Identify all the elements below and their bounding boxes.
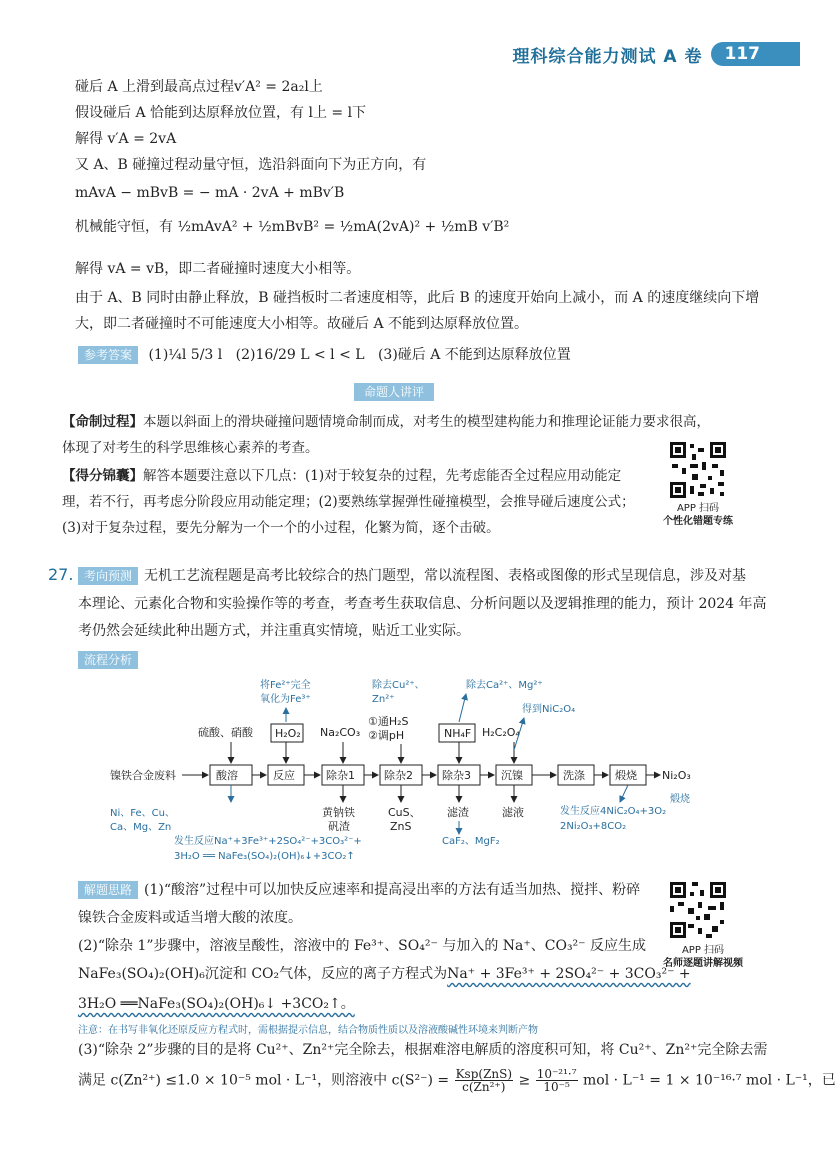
solution-line-energy [75,217,509,237]
analysis-line [78,964,691,984]
header-title: 理科综合能力测试 A 卷 [512,46,703,67]
tips-label: 【得分锦囊】 [62,468,143,484]
reagent: H₂O₂ [275,727,301,740]
note: 2Ni₂O₃+8CO₂ [560,821,627,832]
solution-line: 由于 A、B 同时由静止释放，B 碰挡板时二者速度相等，此后 B 的速度开始向上减小，而 A 的速度继续向下增 [75,290,760,306]
solution-line: 大，即二者碰撞时不可能速度大小相等。故碰后 A 不能到达原释放位置。 [75,316,529,332]
flow-end: Ni₂O₃ [662,769,691,782]
reagent: Na₂CO₃ [320,726,361,739]
analysis-text: (1)“酸溶”过程中可以加快反应速率和提高浸出率的方法有适当加热、搅拌、粉碎 [144,882,641,898]
solution-line: 解得 vA = vB，即二者碰撞时速度大小相等。 [75,261,361,277]
note: 煅烧 [670,794,690,805]
analysis-line: (3)“除杂 2”步骤的目的是将 Cu²⁺、Zn²⁺完全除去，根据难溶电解质的溶度积可知，将 Cu²⁺、Zn²⁺完全除去需 [78,1042,768,1058]
commentary-tips-2: 理，若不行，再考虑分阶段应用动能定理；(2)要熟练掌握弹性碰撞模型，会推导碰后速度公式； [62,494,635,510]
note: Ni、Fe、Cu、 [110,808,175,819]
note: CaF₂、MgF₂ [442,836,500,847]
answer-row [78,345,571,365]
qr-label-line: APP 扫码 [681,945,725,956]
analysis-line1 [78,880,640,900]
flow-step: 除杂2 [384,769,413,782]
page-header [513,40,801,68]
reagent: 硫酸、硝酸 [198,726,253,739]
solution-line: 又 A、B 碰撞过程动量守恒，选沿斜面向下为正方向，有 [75,157,427,173]
residue: 矾渣 [328,820,350,833]
frac-den: c(Zn²⁺) [462,1080,506,1094]
frac-num: Ksp(ZnS) [455,1067,513,1081]
flow-step: 洗涤 [563,769,585,782]
note: 将Fe²⁺完全 [260,680,311,691]
note: 氧化为Fe³⁺ [260,694,311,705]
note: Ca、Mg、Zn [110,822,172,833]
q27-text: 无机工艺流程题是高考比较综合的热门题型，常以流程图、表格或图像的形式呈现信息，涉及对基 [144,568,747,584]
flow-tag-row [78,650,144,670]
analysis-line-ksp [78,1068,836,1093]
qr-label-line: 名师逐题讲解视频 [663,958,743,969]
answer-tag: 参考答案 [78,346,138,364]
q27-tag: 考向预测 [78,567,138,585]
ionic-equation-end: 3H₂O ══NaFe₃(SO₄)₂(OH)₆↓ +3CO₂↑。 [78,996,355,1012]
residue: CuS、 [388,806,421,819]
solution-line: 碰后 A 上滑到最高点过程v′A² = 2a₂l上 [75,79,323,95]
tips-text: 解答本题要注意以下几点：(1)对于较复杂的过程，先考虑能否全过程应用动能定 [143,468,622,484]
qr-code-icon[interactable] [668,880,728,940]
value-fraction [536,1068,578,1093]
process-text: 本题以斜面上的滑块碰撞问题情境命制而成，对考生的模型建构能力和推理论证能力要求很高， [143,414,710,430]
commentary-tips-3: (3)对于复杂过程，要先分解为一个一个的小过程，化繁为简，逐个击破。 [62,520,500,536]
qr-label-2 [658,944,748,970]
qr-label-line: 个性化错题专练 [663,516,733,527]
flow-step: 煅烧 [615,769,637,782]
analysis-line [78,994,355,1014]
reagent: ②调pH [368,729,405,742]
analysis-note: 注意：在书写非氧化还原反应方程式时，需根据提示信息，结合物质性质以及溶液酸碱性环境来判断产物 [78,1025,538,1036]
solution-line: 解得 v′A = 2vA [75,131,177,147]
analysis-text: NaFe₃(SO₄)₂(OH)₆沉淀和 CO₂气体，反应的离子方程式为 [78,966,448,982]
note: 除去Ca²⁺、Mg²⁺ [466,680,543,691]
commentary-process [62,412,710,432]
solution-line: 假设碰后 A 恰能到达原释放位置，有 l上 = l下 [75,105,367,121]
analysis-text: 满足 c(Zn²⁺) ≤1.0 × 10⁻⁵ mol · L⁻¹，则溶液中 c(S²⁻) = [78,1072,450,1089]
energy-formula: ½mAvA² + ½mBvB² = ½mA(2vA)² + ½mB v′B² [177,219,510,235]
analysis-line: (2)“除杂 1”步骤中，溶液呈酸性，溶液中的 Fe³⁺、SO₄²⁻ 与加入的 Na⁺、CO₃²⁻ 反应生成 [78,938,647,954]
commentary-title: 命题人讲评 [354,383,434,401]
qr-label-line: APP 扫码 [676,503,720,514]
q27-line3: 考仍然会延续此种出题方式，并注重真实情境，贴近工业实际。 [78,623,470,639]
flow-step: 反应 [273,769,295,782]
qr-label-1 [658,502,738,528]
page-number: 117 [711,42,801,66]
answer-part1: (1)¼l 5/3 l [148,347,223,363]
ionic-equation: Na⁺ + 3Fe³⁺ + 2SO₄²⁻ + 3CO₃²⁻ + [447,966,691,982]
flow-step: 酸溶 [216,769,238,782]
note: Zn²⁺ [372,694,395,705]
ge-sign: ≥ [518,1072,531,1089]
filtrate: 滤液 [502,806,524,819]
reagent: NH₄F [444,727,472,740]
q27-line1 [78,566,746,586]
note: 除去Cu²⁺、 [372,680,425,691]
energy-prefix: 机械能守恒，有 [75,219,173,235]
commentary-tips [62,466,621,486]
solution-line: mAvA − mBvB = − mA · 2vA + mBv′B [75,185,345,201]
frac-den: 10⁻⁵ [543,1080,570,1094]
reagent: H₂C₂O₄ [482,726,520,739]
process-label: 【命制过程】 [62,414,143,430]
note: 3H₂O ══ NaFe₃(SO₄)₂(OH)₆↓+3CO₂↑ [174,851,355,862]
note: 发生反应Na⁺+3Fe³⁺+2SO₄²⁻+3CO₃²⁻+ [174,836,362,847]
note: 发生反应4NiC₂O₄+3O₂ [560,806,667,817]
answer-part3: (3)碰后 A 不能到达原释放位置 [377,347,571,363]
commentary-process-2: 体现了对考生的科学思维核心素养的考查。 [62,440,319,456]
analysis-line: 镍铁合金废料或适当增大酸的浓度。 [78,910,302,926]
question-number: 27. [48,565,74,584]
flow-step: 除杂1 [326,769,355,782]
q27-line2: 本理论、元素化合物和实验操作等的考查，考查考生获取信息、分析问题以及逻辑推理的能力，预计 2024 年高 [78,596,767,612]
residue: 滤渣 [447,806,469,819]
residue: ZnS [390,820,412,833]
flow-start: 镍铁合金废料 [110,769,176,782]
answer-part2: (2)16/29 L < l < L [235,347,365,363]
flow-step: 沉镍 [501,769,523,782]
analysis-text: mol · L⁻¹ = 1 × 10⁻¹⁶·⁷ mol · L⁻¹，已 [583,1072,836,1089]
flow-tag: 流程分析 [78,651,138,669]
residue: 黄钠铁 [322,806,355,819]
flow-step: 除杂3 [442,769,471,782]
reagent: ①通H₂S [368,715,409,728]
qr-code-icon[interactable] [668,440,728,500]
ksp-fraction [455,1068,513,1093]
flowchart [110,678,710,866]
analysis-tag: 解题思路 [78,881,138,899]
note: 得到NiC₂O₄ [522,704,576,715]
frac-num: 10⁻²¹·⁷ [536,1067,577,1081]
